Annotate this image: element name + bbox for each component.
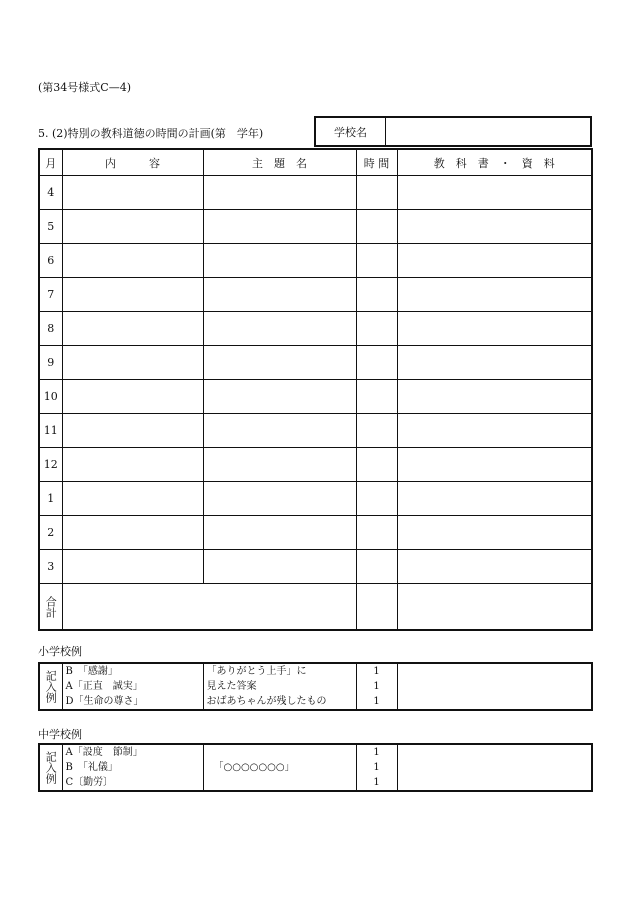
theme-cell[interactable] [203,278,356,312]
hours-cell[interactable] [356,312,397,346]
school-name-label: 学校名 [316,118,386,145]
materials-cell[interactable] [397,176,592,210]
month-row [39,210,592,244]
materials-cell[interactable] [397,380,592,414]
content-cell[interactable] [62,312,203,346]
month-cell: 1 [39,482,62,516]
month-cell: 7 [39,278,62,312]
example-themes [203,663,356,710]
theme-cell[interactable] [203,550,356,584]
hours-header: 時 間 [356,149,397,176]
hours-cell[interactable] [356,210,397,244]
content-cell[interactable] [62,346,203,380]
content-cell[interactable] [62,516,203,550]
example-label: 記入例 [39,663,62,710]
example-theme: 「○○○○○○○」 [203,744,356,791]
total-label: 合計 [39,584,62,631]
month-row [39,550,592,584]
theme-cell[interactable] [203,346,356,380]
junior-high-example-title: 中学校例 [38,728,82,741]
example-theme-line: 見えた答案 [206,681,257,692]
page-heading: 5. (2)特別の教科道徳の時間の計画(第 学年) [38,127,264,140]
example-content-line: C〔勤労〕 [65,777,114,788]
hours-cell[interactable] [356,414,397,448]
month-cell: 12 [39,448,62,482]
theme-cell[interactable] [203,380,356,414]
example-content-line: B 「感謝」 [65,666,118,677]
hours-cell[interactable] [356,516,397,550]
hours-cell[interactable] [356,550,397,584]
example-content-line: A「正直 誠実」 [65,681,143,692]
theme-cell[interactable] [203,448,356,482]
example-contents [62,663,203,710]
example-hours [356,663,397,710]
theme-cell[interactable] [203,176,356,210]
materials-cell[interactable] [397,210,592,244]
total-row [39,584,592,631]
theme-cell[interactable] [203,516,356,550]
elementary-example-table [38,662,593,711]
elementary-example-row [39,663,592,710]
month-cell: 5 [39,210,62,244]
example-hours-line: 1 [373,696,380,707]
content-cell[interactable] [62,414,203,448]
materials-header: 教 科 書 ・ 資 料 [397,149,592,176]
total-materials-cell[interactable] [397,584,592,631]
month-cell: 9 [39,346,62,380]
month-cell: 3 [39,550,62,584]
month-cell: 6 [39,244,62,278]
example-theme-line: おばあちゃんが残したもの [206,696,327,707]
month-row [39,482,592,516]
materials-cell[interactable] [397,244,592,278]
content-cell[interactable] [62,278,203,312]
month-row [39,346,592,380]
junior-high-example-row [39,744,592,791]
month-header: 月 [39,149,62,176]
materials-cell[interactable] [397,448,592,482]
materials-cell[interactable] [397,278,592,312]
month-row [39,380,592,414]
content-cell[interactable] [62,448,203,482]
month-cell: 11 [39,414,62,448]
content-cell[interactable] [62,210,203,244]
school-name-field[interactable] [386,118,590,145]
materials-cell[interactable] [397,346,592,380]
plan-header-row [39,149,592,176]
hours-cell[interactable] [356,448,397,482]
month-row [39,516,592,550]
example-content-line: A「設度 節制」 [65,747,143,758]
month-row [39,312,592,346]
month-row [39,278,592,312]
month-cell: 8 [39,312,62,346]
junior-high-example-table [38,743,593,792]
example-hours-line: 1 [373,681,380,692]
content-cell[interactable] [62,244,203,278]
content-cell[interactable] [62,380,203,414]
materials-cell[interactable] [397,482,592,516]
hours-cell[interactable] [356,346,397,380]
example-label: 記入例 [39,744,62,791]
theme-cell[interactable] [203,244,356,278]
example-hours-line: 1 [373,666,380,677]
month-row [39,176,592,210]
form-code: (第34号様式C—4) [38,81,131,94]
hours-cell[interactable] [356,244,397,278]
content-cell[interactable] [62,176,203,210]
theme-cell[interactable] [203,210,356,244]
content-cell[interactable] [62,482,203,516]
hours-cell[interactable] [356,482,397,516]
example-materials [397,663,592,710]
example-content-line: D「生命の尊さ」 [65,696,144,707]
theme-header: 主 題 名 [203,149,356,176]
example-hours [356,744,397,791]
example-theme-line: 「ありがとう上手」に [206,666,307,677]
theme-cell[interactable] [203,414,356,448]
content-cell[interactable] [62,550,203,584]
example-hours-line: 1 [373,762,380,773]
theme-cell[interactable] [203,482,356,516]
month-row [39,414,592,448]
month-cell: 2 [39,516,62,550]
theme-cell[interactable] [203,312,356,346]
example-hours-line: 1 [373,777,380,788]
lesson-plan-table [38,148,593,631]
materials-cell[interactable] [397,414,592,448]
hours-cell[interactable] [356,380,397,414]
hours-cell[interactable] [356,278,397,312]
materials-cell[interactable] [397,550,592,584]
content-header: 内 容 [62,149,203,176]
example-materials [397,744,592,791]
example-contents [62,744,203,791]
example-hours-line: 1 [373,747,380,758]
month-cell: 4 [39,176,62,210]
month-row [39,244,592,278]
total-hours-cell[interactable] [356,584,397,631]
school-name-box [314,116,592,147]
materials-cell[interactable] [397,516,592,550]
example-content-line: B 「礼儀」 [65,762,118,773]
total-content-cell[interactable] [62,584,356,631]
elementary-example-title: 小学校例 [38,645,82,658]
month-row [39,448,592,482]
hours-cell[interactable] [356,176,397,210]
materials-cell[interactable] [397,312,592,346]
month-cell: 10 [39,380,62,414]
